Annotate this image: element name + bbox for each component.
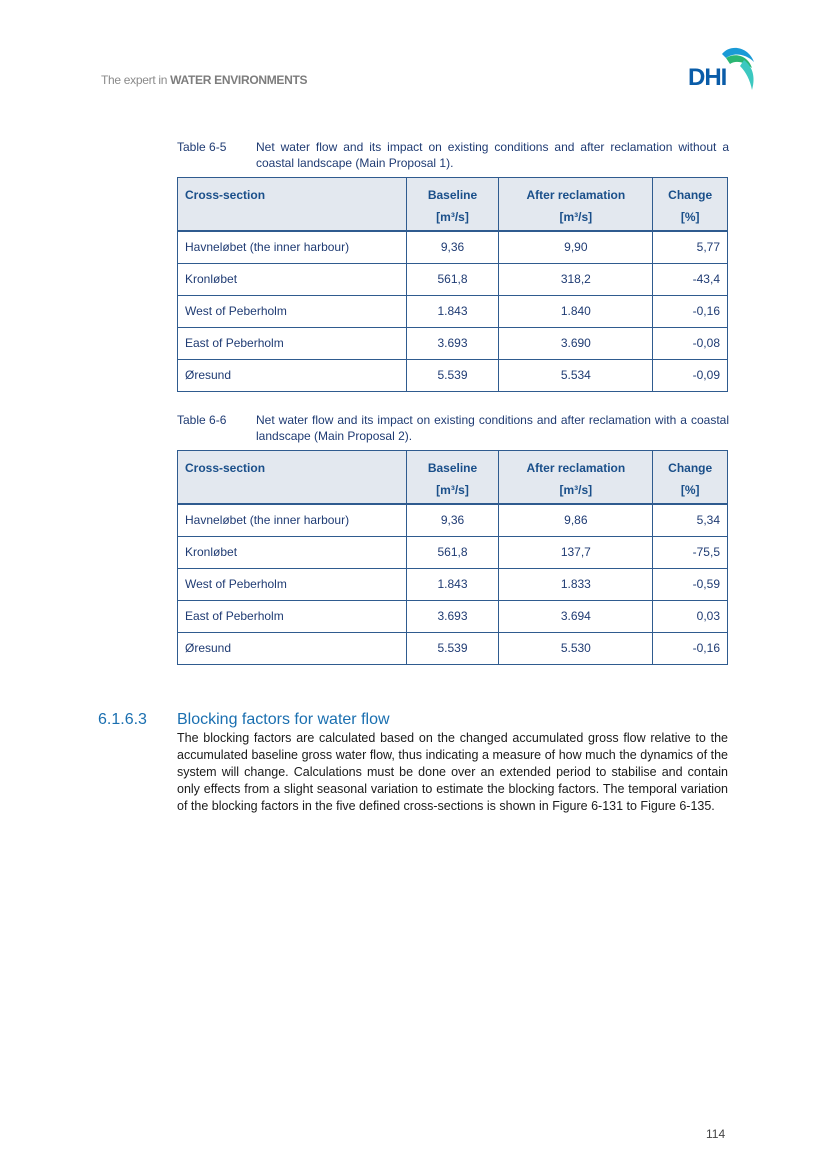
table1-caption-number: Table 6-5 <box>177 140 227 154</box>
page-number: 114 <box>706 1127 726 1141</box>
table-cell: 561,8 <box>406 536 499 568</box>
section-body: The blocking factors are calculated based on the changed accumulated gross flow relative to the accumulated baseline gross water flow, thus indicating a measure of how much the dynamics of the system will change. Calculations must be done over an extended period to stabilise and contain only effects from a slight seasonal variation to estimate the blocking factors. The temporal variation of the blocking factors in the five defined cross-sections is shown in Figure 6-131 to Figure 6-135. <box>177 731 728 813</box>
table-cell: -0,16 <box>653 295 728 327</box>
table-cell: East of Peberholm <box>178 327 407 359</box>
table1 <box>177 177 728 392</box>
table1-header-baseline: Baseline [m³/s] <box>406 178 499 231</box>
table2-header-after: After reclamation [m³/s] <box>499 451 653 504</box>
table-row <box>178 295 728 327</box>
table2-header-cross-section: Cross-section <box>178 451 407 504</box>
table-cell: West of Peberholm <box>178 295 407 327</box>
table-row <box>178 263 728 295</box>
table-cell: 9,86 <box>499 504 653 537</box>
table-row <box>178 600 728 632</box>
table-cell: Kronløbet <box>178 263 407 295</box>
table-cell: 3.690 <box>499 327 653 359</box>
table-cell: 561,8 <box>406 263 499 295</box>
table1-header-after: After reclamation [m³/s] <box>499 178 653 231</box>
table-cell: 3.693 <box>406 327 499 359</box>
table-cell: 5.530 <box>499 632 653 664</box>
tagline-prefix: The expert in <box>101 73 171 87</box>
table-row <box>178 632 728 664</box>
table-cell: 137,7 <box>499 536 653 568</box>
table-cell: -43,4 <box>653 263 728 295</box>
tagline-bold: WATER ENVIRONMENTS <box>170 73 308 87</box>
table1-header-row <box>178 178 728 231</box>
table-cell: 1.843 <box>406 295 499 327</box>
table1-header-cross-section: Cross-section <box>178 178 407 231</box>
table-cell: -0,59 <box>653 568 728 600</box>
header-tagline <box>101 73 307 87</box>
table-cell: 1.843 <box>406 568 499 600</box>
table-cell: Øresund <box>178 632 407 664</box>
table-cell: 9,36 <box>406 504 499 537</box>
table-cell: 5.539 <box>406 359 499 391</box>
table-cell: -0,09 <box>653 359 728 391</box>
table-cell: -75,5 <box>653 536 728 568</box>
table-cell: East of Peberholm <box>178 600 407 632</box>
table-cell: Havneløbet (the inner harbour) <box>178 231 407 264</box>
table-row <box>178 536 728 568</box>
table2-header-change: Change [%] <box>653 451 728 504</box>
table-cell: -0,16 <box>653 632 728 664</box>
table-cell: Øresund <box>178 359 407 391</box>
table-cell: 1.833 <box>499 568 653 600</box>
table-row <box>178 327 728 359</box>
table-cell: -0,08 <box>653 327 728 359</box>
table2-caption-number: Table 6-6 <box>177 413 227 427</box>
table-row <box>178 359 728 391</box>
table-cell: 9,90 <box>499 231 653 264</box>
table2-caption <box>177 412 729 444</box>
table-row <box>178 504 728 537</box>
section-number: 6.1.6.3 <box>98 711 147 728</box>
table-cell: 0,03 <box>653 600 728 632</box>
table1-header-change: Change [%] <box>653 178 728 231</box>
section-title: Blocking factors for water flow <box>177 711 390 728</box>
table1-caption-text: Net water flow and its impact on existing conditions and after reclamation without a coastal landscape (Main Proposal 1). <box>256 140 729 170</box>
table-cell: 1.840 <box>499 295 653 327</box>
table1-caption <box>177 139 729 171</box>
table-cell: 3.693 <box>406 600 499 632</box>
table-cell: Kronløbet <box>178 536 407 568</box>
table2-header-row <box>178 451 728 504</box>
table-cell: West of Peberholm <box>178 568 407 600</box>
table-cell: 3.694 <box>499 600 653 632</box>
table-cell: 9,36 <box>406 231 499 264</box>
table-cell: 5,34 <box>653 504 728 537</box>
table2-caption-text: Net water flow and its impact on existing conditions and after reclamation with a coastal landscape (Main Proposal 2). <box>256 413 729 443</box>
table2-header-baseline: Baseline [m³/s] <box>406 451 499 504</box>
table-cell: 318,2 <box>499 263 653 295</box>
table-cell: 5.534 <box>499 359 653 391</box>
table-row <box>178 231 728 264</box>
table2 <box>177 450 728 665</box>
logo-text: DHI <box>688 64 727 91</box>
table-cell: 5,77 <box>653 231 728 264</box>
table-row <box>178 568 728 600</box>
table-cell: 5.539 <box>406 632 499 664</box>
table-cell: Havneløbet (the inner harbour) <box>178 504 407 537</box>
